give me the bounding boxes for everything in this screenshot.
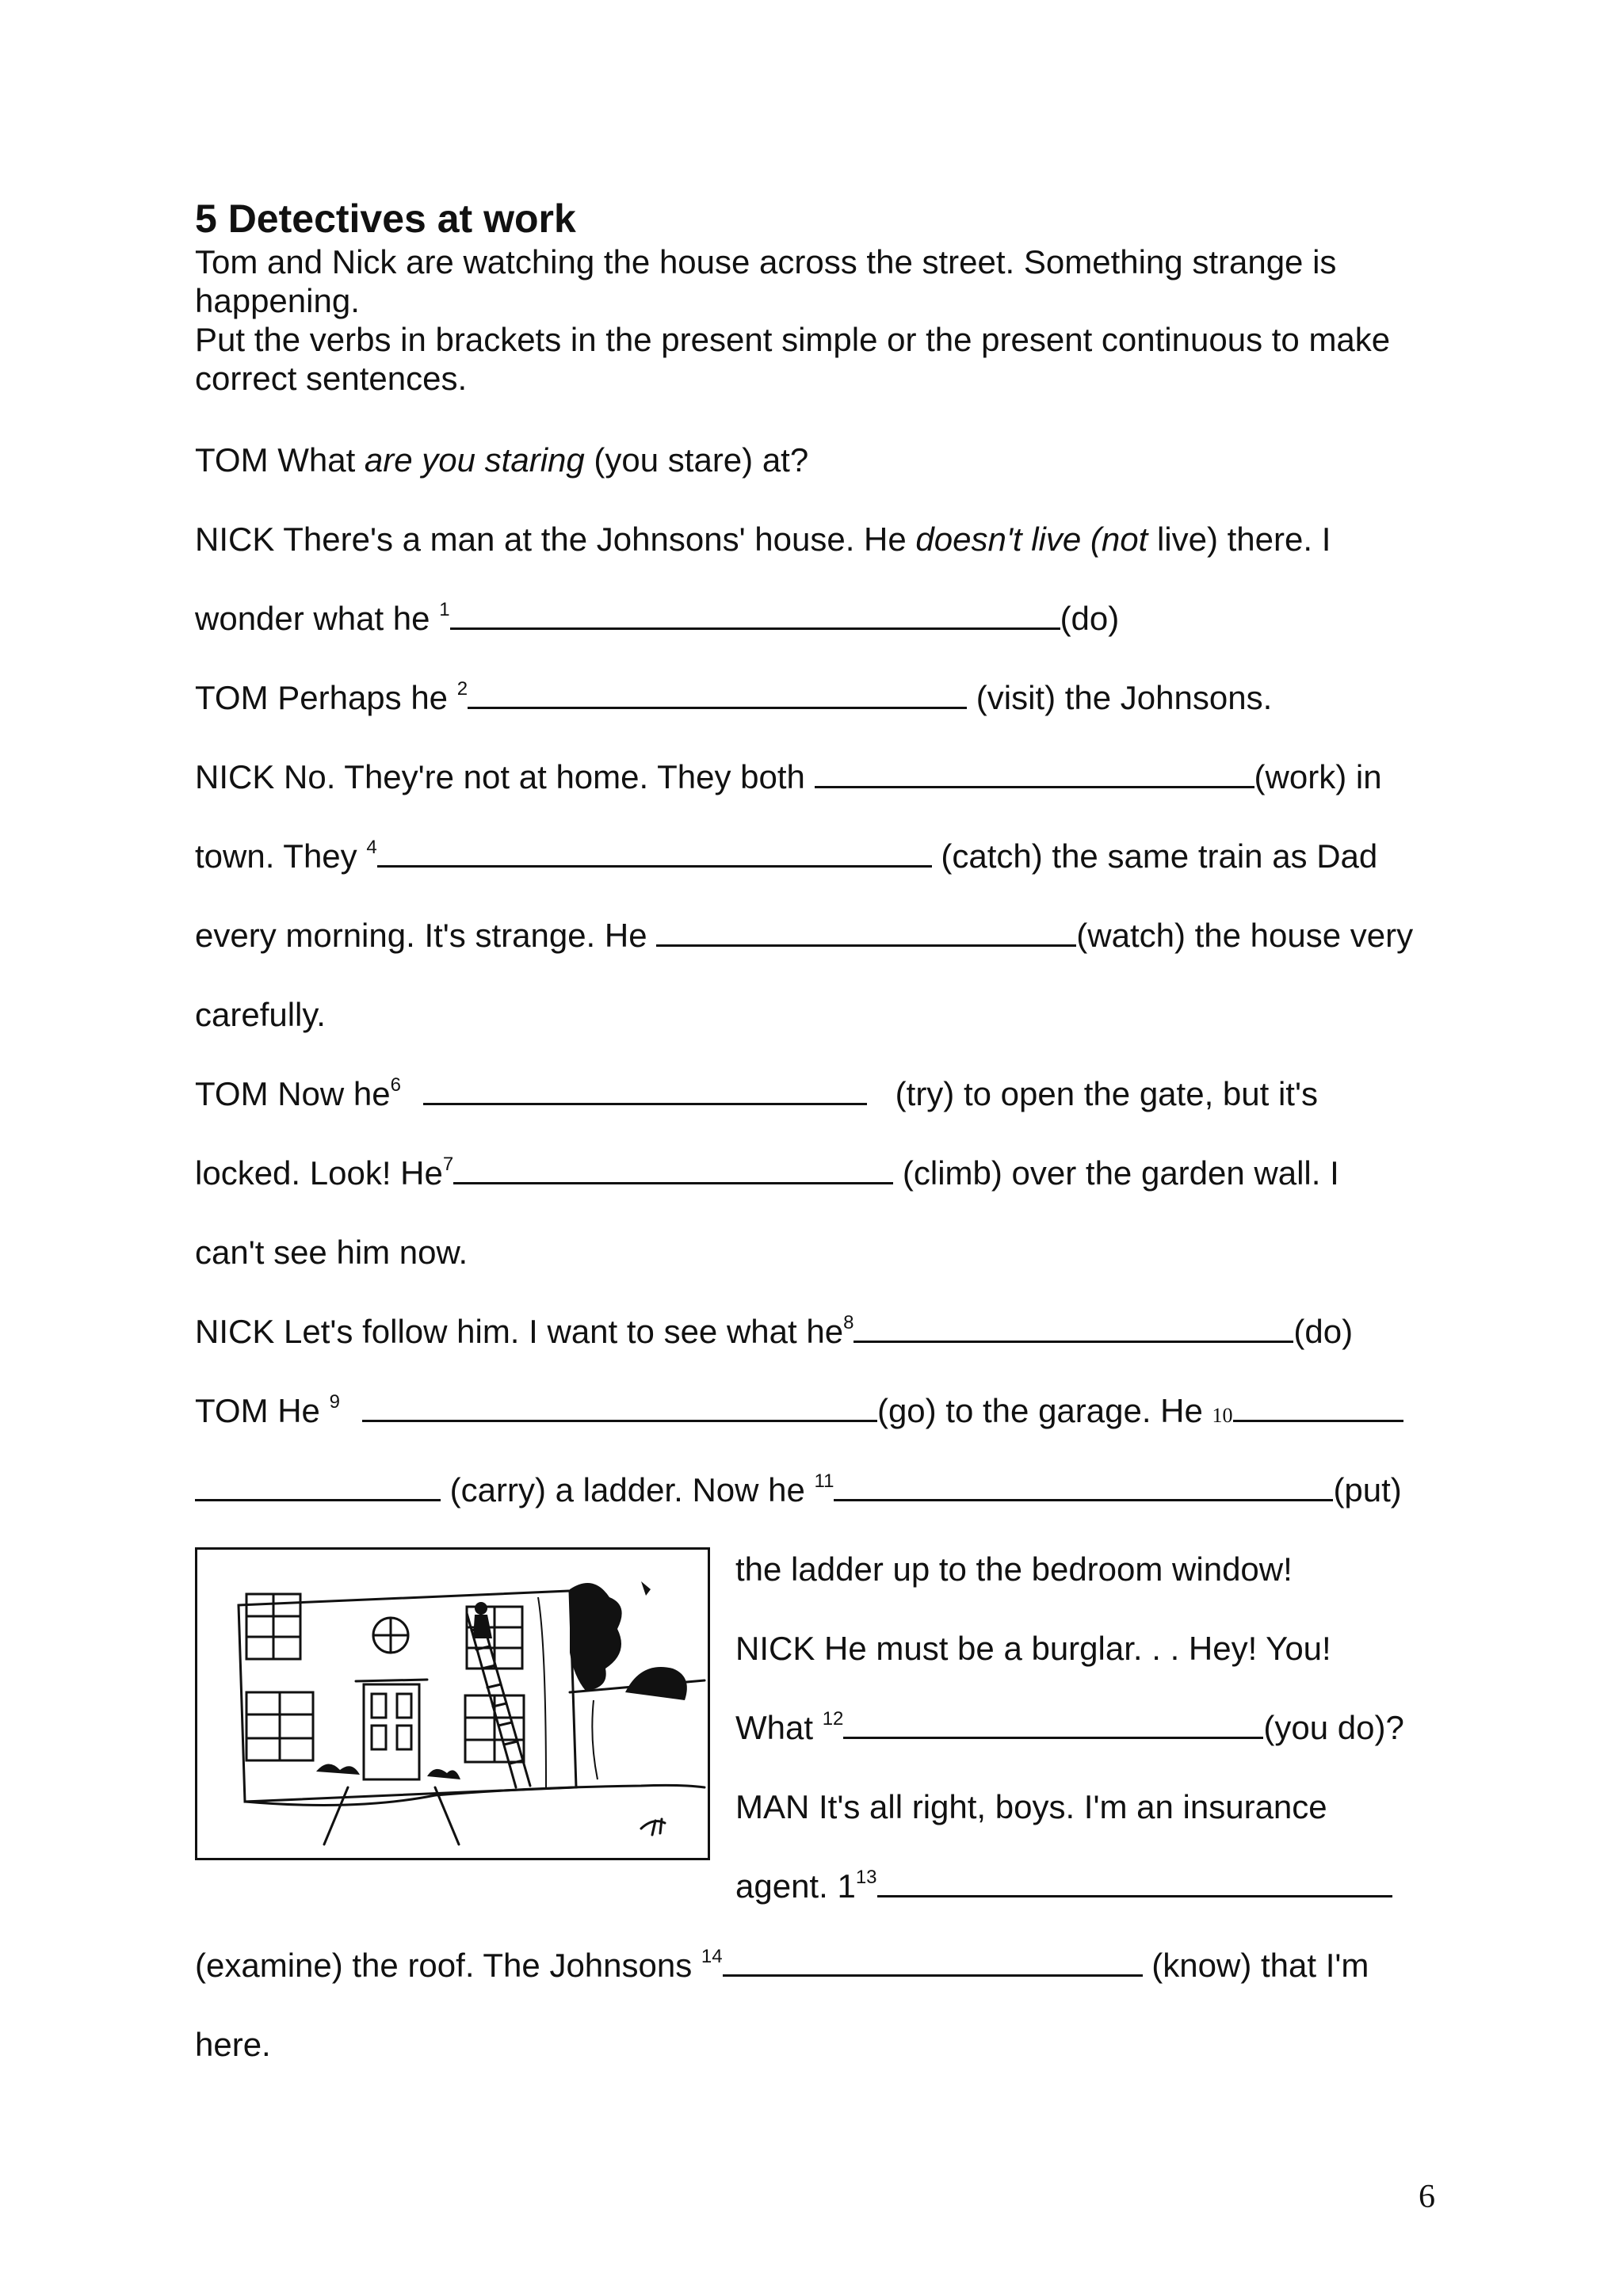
- house-drawing: [197, 1550, 708, 1858]
- page-number: 6: [1419, 2179, 1435, 2215]
- blank-number: 1: [439, 599, 450, 620]
- blank-number: 14: [701, 1946, 723, 1967]
- dialogue-line-7: every morning. It's strange. He (watch) the house very: [195, 917, 1414, 954]
- answer-blank-4[interactable]: [377, 837, 932, 868]
- answer-blank-6[interactable]: [423, 1074, 867, 1105]
- dialogue-line-21: here.: [195, 2026, 271, 2063]
- dialogue-line-20: (examine) the roof. The Johnsons $^{14}$ (know) that I'm: [195, 1946, 1369, 1984]
- dialogue-line-18: MAN It's all right, boys. I'm an insurance: [735, 1788, 1327, 1825]
- dialogue-line-9: TOM Now $he^6$ (try) to open the gate, but it's: [195, 1074, 1318, 1112]
- intro-instructions: Put the verbs in brackets in the present simple or the present continuous to make correct sentences.: [195, 321, 1391, 397]
- answer-blank-5[interactable]: [656, 916, 1076, 947]
- dialogue-line-1: TOM What are you staring (you stare) at?: [195, 441, 809, 479]
- dialogue-line-8: carefully.: [195, 996, 326, 1033]
- answer-blank-10-end[interactable]: [195, 1470, 441, 1501]
- blank-number: 4: [366, 837, 377, 858]
- answer-blank-1[interactable]: [450, 599, 1060, 630]
- dialogue-line-19: agent. $1^{13}$: [735, 1867, 1392, 1906]
- blank-number: 11: [814, 1470, 834, 1492]
- example-answer: are you staring: [364, 441, 585, 479]
- dialogue-line-13: TOM He $^9$ (go) to the garage. He 10: [195, 1391, 1403, 1431]
- dialogue-line-15: the ladder up to the bedroom window!: [735, 1550, 1293, 1588]
- answer-blank-7[interactable]: [453, 1154, 893, 1184]
- exercise-intro: [195, 242, 1447, 398]
- dialogue-line-17: What $^{12}$ (you do)?: [735, 1708, 1404, 1746]
- blank-number: 9: [329, 1391, 340, 1413]
- intro-situation: Tom and Nick are watching the house across the street. Something strange is happening.: [195, 243, 1337, 319]
- dialogue-line-6: town. They $^4$ (catch) the same train as Dad: [195, 837, 1378, 875]
- dialogue-line-2: NICK There's a man at the Johnsons' house. He doesn't live (not live) there. I: [195, 521, 1331, 558]
- answer-blank-12[interactable]: [843, 1708, 1263, 1739]
- dialogue-line-16: NICK He must be a burglar. . . Hey! You!: [735, 1630, 1331, 1667]
- dialogue-line-10: locked. Look! He$^7$ (climb) over the garden wall. I: [195, 1154, 1339, 1192]
- answer-blank-14[interactable]: [723, 1946, 1143, 1977]
- exercise-title: 5 Detectives at work: [195, 196, 576, 241]
- blank-number: 10: [1212, 1404, 1233, 1427]
- dialogue-line-14: (carry) a ladder. Now he $^{11}$ (put): [195, 1470, 1402, 1510]
- house-ladder-illustration: [195, 1547, 710, 1860]
- blank-number: 6: [390, 1074, 401, 1096]
- blank-number: 7: [442, 1154, 454, 1175]
- dialogue-line-5: NICK No. They're not at home. They both (work) in: [195, 758, 1382, 795]
- blank-number: 2: [456, 678, 468, 700]
- answer-blank-11[interactable]: [834, 1470, 1333, 1501]
- blank-number: 12: [822, 1708, 844, 1730]
- example-answer: doesn't live (not: [915, 521, 1148, 558]
- dialogue-line-3: wonder what he $^1$ (do): [195, 599, 1120, 637]
- answer-blank-13[interactable]: [877, 1867, 1392, 1897]
- answer-blank-10-start[interactable]: [1233, 1391, 1403, 1422]
- answer-blank-3[interactable]: [815, 757, 1254, 788]
- dialogue-line-11: can't see him now.: [195, 1234, 468, 1271]
- blank-number: 8: [843, 1312, 854, 1333]
- dialogue-line-12: NICK Let's follow him. I want to see what $he^8$ (do): [195, 1312, 1354, 1350]
- dialogue-line-4: TOM Perhaps he $^2$ (visit) the Johnsons.: [195, 678, 1273, 716]
- answer-blank-9[interactable]: [362, 1391, 877, 1422]
- answer-blank-8[interactable]: [854, 1312, 1293, 1343]
- blank-number: 13: [855, 1867, 877, 1888]
- answer-blank-2[interactable]: [468, 678, 967, 709]
